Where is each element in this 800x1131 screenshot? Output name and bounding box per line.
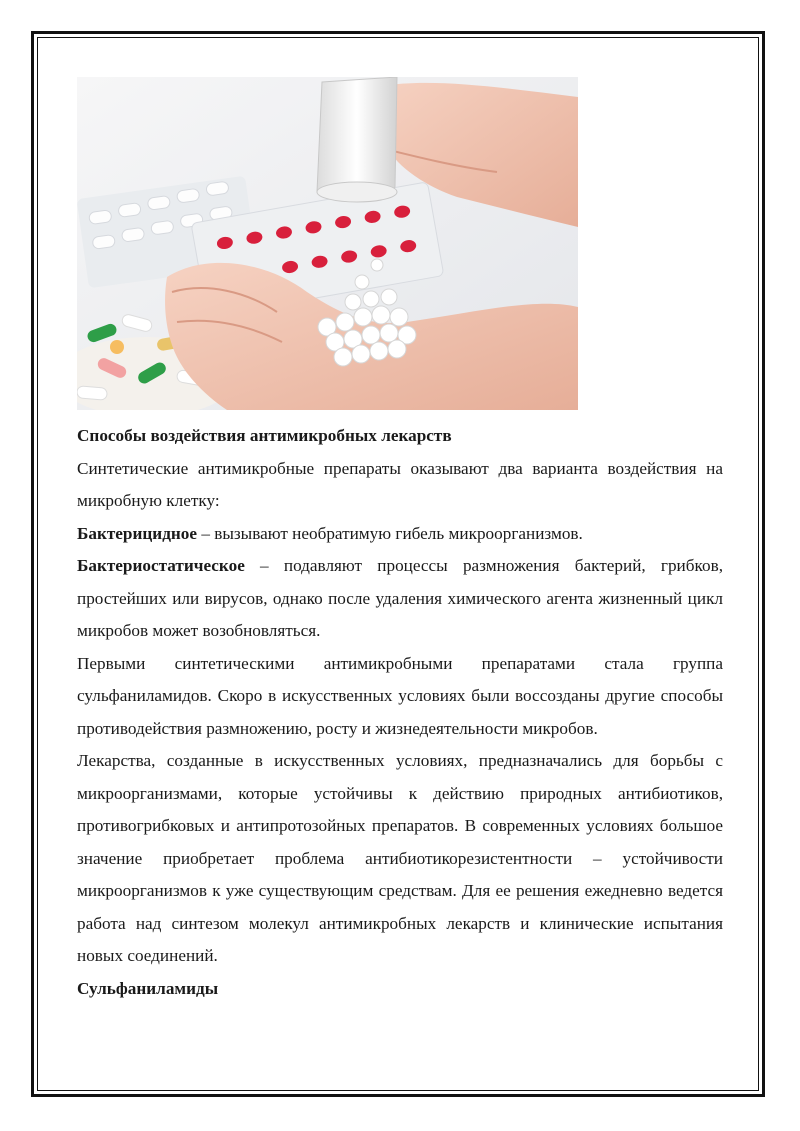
section-heading-sulfonamides: Сульфаниламиды — [77, 978, 219, 998]
paragraph-intro: Синтетические антимикробные препараты оказывают два варианта воздействия на микробную клетку: — [77, 458, 723, 510]
term-bacteriostatic: Бактериостатическое — [77, 556, 245, 575]
document-content — [77, 77, 723, 1005]
definition-bacteriostatic: – подавляют процессы размножения бактерий, грибков, простейших или вирусов, однако после удаления химического агента жизненный цикл микробов может возобновляться. — [77, 556, 723, 640]
paragraph-bactericidal — [77, 518, 723, 551]
paragraph-history: Первыми синтетическими антимикробными препаратами стала группа сульфаниламидов. Скоро в искусственных условиях были воссозданы другие способы противодействия размножению, росту и жизнедеятельности микробов. — [77, 653, 723, 738]
pill-bottle — [317, 77, 397, 202]
pills-in-hands-photo — [77, 77, 578, 410]
definition-bactericidal: – вызывают необратимую гибель микроорганизмов. — [197, 523, 583, 543]
paragraph-bacteriostatic — [77, 550, 723, 648]
section-heading-methods: Способы воздействия антимикробных лекарств — [77, 426, 452, 445]
paragraph-purpose: Лекарства, созданные в искусственных условиях, предназначались для борьбы с микроорганизмами, которые устойчивы к действию природных антибиотиков, противогрибковых и антипротозойных препаратов. В современных условиях большое значение приобретает проблема антибиотикорезистентности – устойчивости микроорганизмов к уже существующим средствам. Для ее решения ежедневно ведется работа над синтезом молекул антимикробных лекарств и клинические испытания новых соединений. — [77, 751, 723, 965]
term-bactericidal: Бактерицидное — [77, 523, 198, 543]
